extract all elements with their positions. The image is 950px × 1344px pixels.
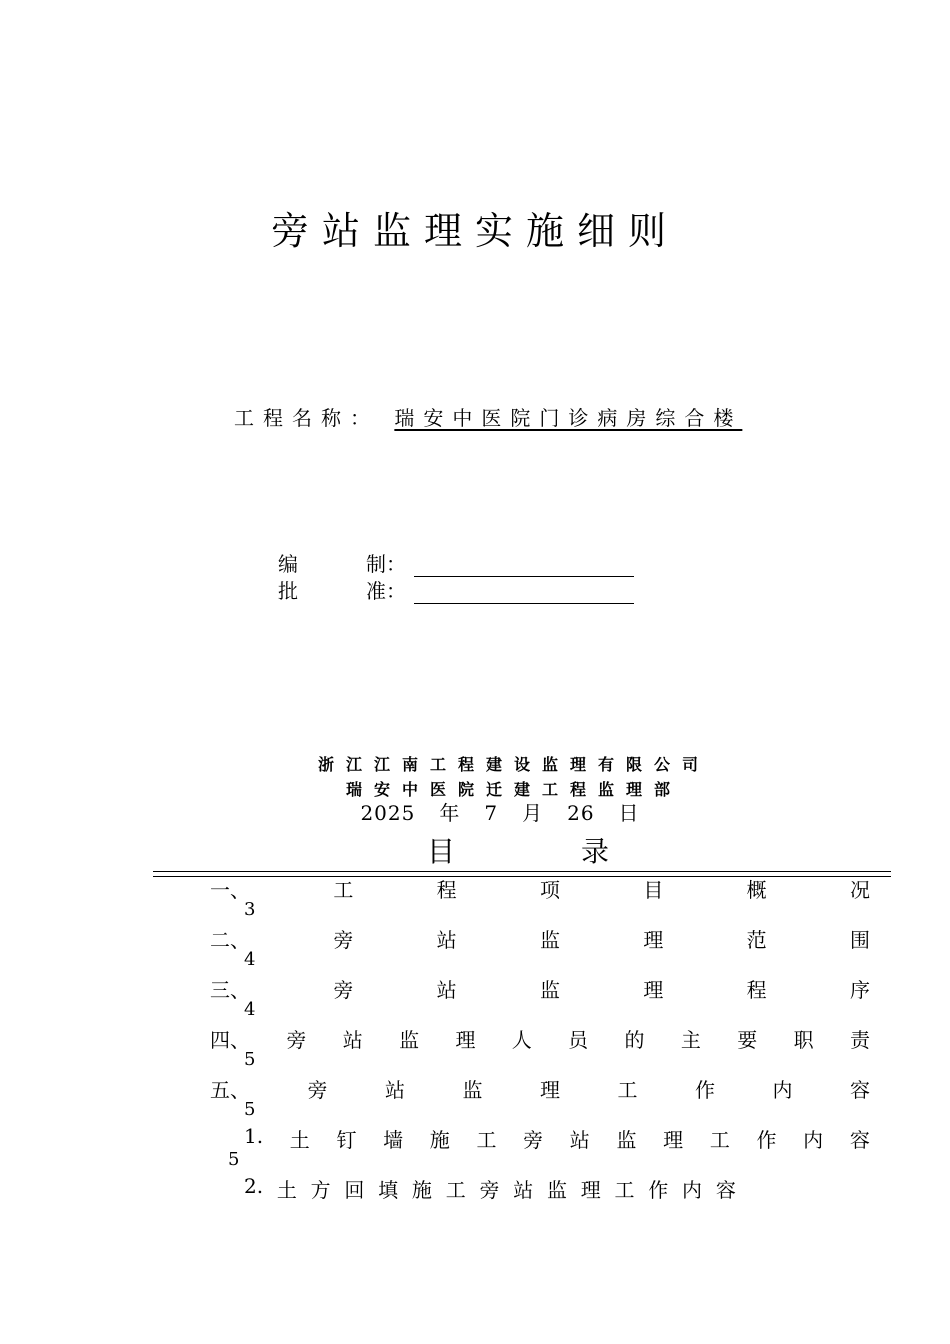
- toc-entry-char: 旁: [307, 1078, 328, 1102]
- date-day-unit: 日: [618, 801, 640, 825]
- toc-entry-char: 墙: [383, 1128, 404, 1152]
- toc-entry-char: 监: [616, 1128, 637, 1152]
- approver-signature-line: [414, 589, 634, 604]
- toc-entry-char: 程: [746, 978, 767, 1002]
- toc-entry: [244, 1174, 736, 1203]
- toc-entry-char: 作: [648, 1178, 669, 1202]
- toc-page-number: 4: [244, 949, 256, 970]
- toc-entry-char: 监: [539, 928, 560, 952]
- toc-entry-char: 三、: [210, 978, 250, 1002]
- toc-entry-char: 序: [849, 978, 870, 1002]
- toc-entry-char: 内: [682, 1178, 703, 1202]
- toc-entry-char: 目: [643, 878, 664, 902]
- toc-entry-char: 理: [540, 1078, 560, 1102]
- toc-entry-char: 二、: [210, 928, 250, 952]
- toc-entry-char: 2.: [244, 1174, 264, 1198]
- toc-entry-char: 员: [568, 1028, 589, 1052]
- toc-page-number: 4: [244, 999, 256, 1020]
- toc-entry-char: 土: [276, 1178, 297, 1202]
- toc-page-number: 5: [244, 1099, 256, 1120]
- compiler-label-a: 编: [278, 552, 298, 576]
- toc-entry-char: 内: [803, 1128, 824, 1152]
- toc-entry-char: 工: [709, 1128, 730, 1152]
- toc-rule-top: [153, 871, 891, 872]
- toc-page-number: 3: [244, 899, 256, 920]
- toc-page-number: 5: [228, 1149, 240, 1170]
- toc-entry-char: 职: [793, 1028, 814, 1052]
- toc-entry-char: 土: [289, 1128, 310, 1152]
- toc-entry: [210, 1074, 870, 1103]
- toc-entry-char: 旁: [333, 928, 354, 952]
- toc-entry-char: 项: [539, 878, 560, 902]
- toc-entry-char: 容: [850, 1078, 870, 1102]
- toc-entry-char: 旁: [333, 978, 354, 1002]
- toc-entry-char: 工: [333, 878, 354, 902]
- toc-title-a: 目: [426, 835, 461, 868]
- project-label: 工程名称：: [234, 406, 379, 430]
- compiler-line: [278, 548, 634, 577]
- toc-entry-char: 工: [476, 1128, 497, 1152]
- toc-entry-char: 理: [643, 978, 664, 1002]
- toc-entry-char: 程: [436, 878, 457, 902]
- toc-entry-char: 五、: [210, 1078, 250, 1102]
- toc-entry-char: 1.: [244, 1124, 264, 1148]
- toc-entry-char: 站: [342, 1028, 363, 1052]
- toc-entry-char: 一、: [210, 878, 250, 902]
- toc-entry-char: 作: [695, 1078, 715, 1102]
- toc-entry-char: 施: [429, 1128, 450, 1152]
- approver-label-b: 准：: [366, 579, 406, 603]
- department-name: 瑞安中医院迁建工程监理部: [345, 780, 682, 799]
- toc-entry-char: 工: [614, 1178, 635, 1202]
- project-name: 瑞安中医院门诊病房综合楼: [394, 406, 743, 430]
- toc-entry-char: 人: [511, 1028, 532, 1052]
- toc-entry-char: 概: [746, 878, 767, 902]
- document-title: 旁站监理实施细则: [270, 209, 679, 253]
- toc-entry-char: 容: [849, 1128, 870, 1152]
- toc-entry-char: 钉: [336, 1128, 357, 1152]
- toc-entry-char: 主: [680, 1028, 701, 1052]
- toc-entry-char: 范: [746, 928, 767, 952]
- toc-entry-char: 监: [462, 1078, 483, 1102]
- toc-entry: [210, 874, 870, 903]
- date-year: 2025: [360, 801, 416, 825]
- toc-entry-char: 监: [399, 1028, 420, 1052]
- toc-entry-char: 站: [569, 1128, 590, 1152]
- toc-entry-char: 填: [378, 1178, 399, 1202]
- toc-entry-char: 况: [849, 878, 870, 902]
- compiler-label-b: 制：: [366, 552, 406, 576]
- toc-entry-char: 内: [772, 1078, 793, 1102]
- document-date: [0, 797, 950, 826]
- date-month: 7: [484, 801, 499, 825]
- toc-entry-char: 理: [580, 1178, 601, 1202]
- project-line: [234, 402, 742, 431]
- toc-entry-char: 站: [436, 928, 457, 952]
- toc-entry-char: 围: [849, 928, 870, 952]
- toc-entry-char: 站: [436, 978, 457, 1002]
- toc-entry-char: 方: [310, 1178, 331, 1202]
- toc-entry-char: 的: [624, 1028, 645, 1052]
- toc-title-b: 录: [581, 835, 616, 868]
- toc-entry-char: 回: [344, 1178, 365, 1202]
- toc-entry-char: 监: [546, 1178, 567, 1202]
- toc-entry: [210, 1024, 870, 1053]
- toc-entry-char: 监: [539, 978, 560, 1002]
- company-name: 浙江江南工程建设监理有限公司: [317, 755, 710, 774]
- toc-entry-char: 理: [455, 1028, 476, 1052]
- toc-entry-char: 工: [617, 1078, 638, 1102]
- date-month-unit: 月: [522, 801, 544, 825]
- toc-entry: [210, 924, 870, 953]
- toc-entry-char: 容: [715, 1178, 736, 1202]
- toc-entry-char: 施: [411, 1178, 432, 1202]
- toc-entry-char: 要: [737, 1028, 758, 1052]
- date-day: 26: [567, 801, 595, 825]
- toc-entry-char: 站: [513, 1178, 534, 1202]
- approver-label-a: 批: [278, 579, 298, 603]
- toc-entry-char: 作: [756, 1128, 777, 1152]
- toc-page-number: 5: [244, 1049, 256, 1070]
- toc-entry-char: 理: [643, 928, 664, 952]
- toc-entry-char: 旁: [523, 1128, 544, 1152]
- toc-entry-char: 理: [663, 1128, 684, 1152]
- approver-line: [278, 575, 634, 604]
- toc-entry: [244, 1124, 870, 1153]
- toc-entry: [210, 974, 870, 1003]
- date-year-unit: 年: [439, 801, 461, 825]
- toc-entry-char: 旁: [479, 1178, 500, 1202]
- toc-entry-char: 旁: [286, 1028, 307, 1052]
- toc-entry-char: 站: [385, 1078, 405, 1102]
- toc-entry-char: 责: [849, 1028, 870, 1052]
- toc-heading: [0, 830, 950, 870]
- toc-entry-char: 工: [445, 1178, 466, 1202]
- toc-entry-char: 四、: [210, 1028, 250, 1052]
